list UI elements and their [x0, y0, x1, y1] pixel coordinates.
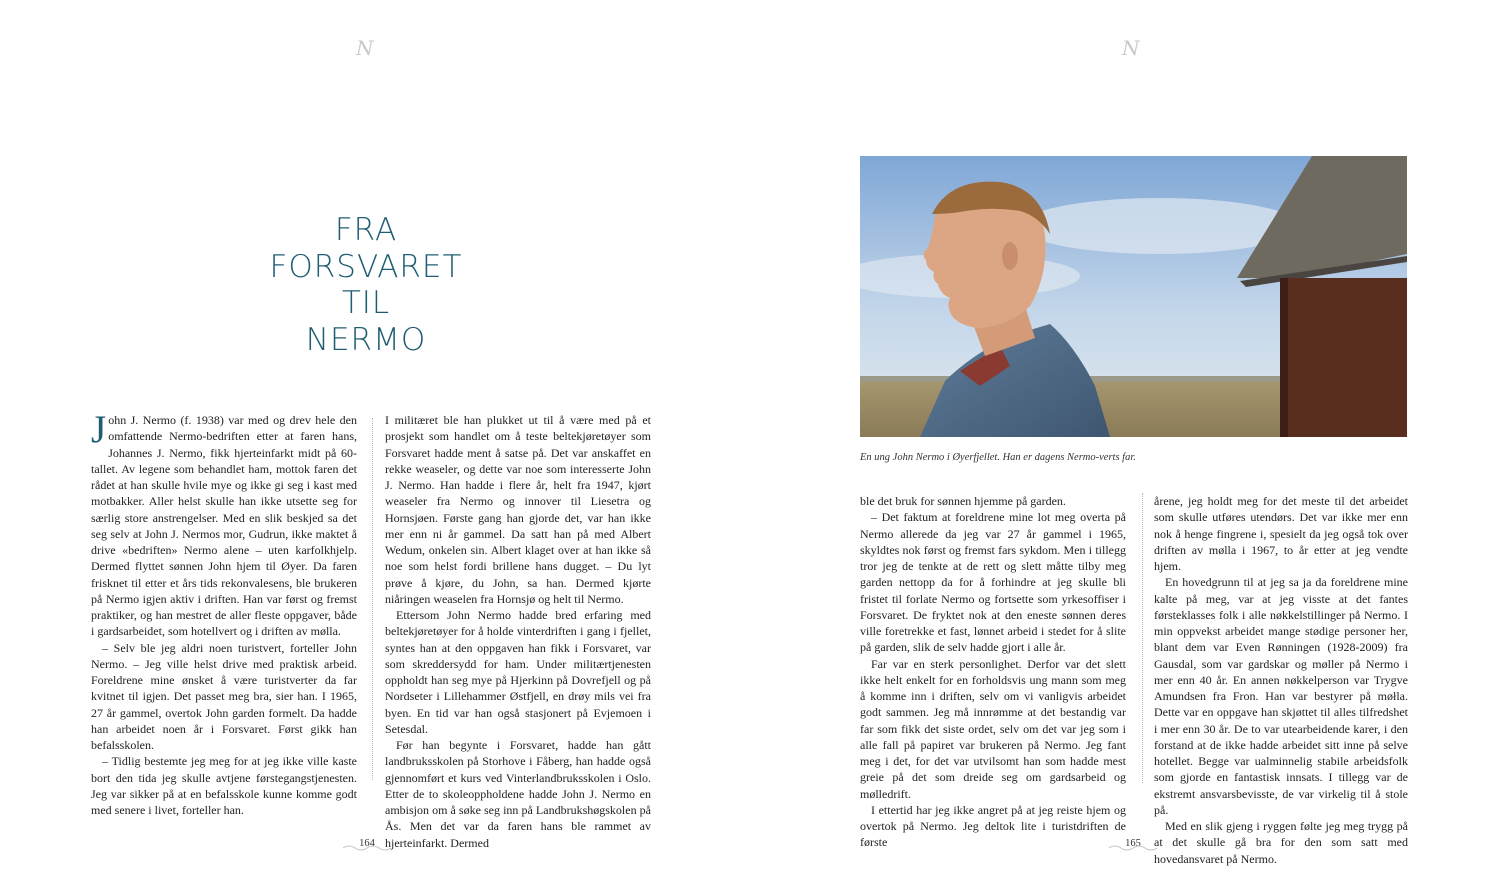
paragraph: – Tidlig bestemte jeg meg for at jeg ikke ville kaste bort den tida jeg skulle avtjene førstegangstjenesten. Jeg var sikker på at en befalsskole kunne komme godt med senere i livet, forteller han.: [91, 754, 357, 817]
paragraph: Ettersom John Nermo hadde bred erfaring med beltekjøretøyer for å holde vinterdriften i gang i fjellet, syntes han at den oppgaven han fikk i Forsvaret, var som skreddersydd for ham. Under militærtjenesten oppholdt han seg mye på Hjerkinn på Dovrefjell og på Nordseter i Lillehammer Østfjell, en drøy mils vei fra byen. En tid var han også stasjonert på Evjemoen i Setesdal.: [385, 608, 651, 736]
title-line: NERMO: [305, 321, 427, 358]
title-line: FRA: [334, 212, 398, 248]
column-divider: [372, 418, 373, 780]
page-number: [337, 838, 397, 853]
paragraph: ble det bruk for sønnen hjemme på garden.: [860, 494, 1066, 508]
text-column-1: [860, 493, 1126, 851]
paragraph: En hovedgrunn til at jeg sa ja da foreldrene mine kalte på meg, var at jeg visste at det fantes førsteklasses folk i alle nøkkelstillinger på Nermo. I min oppvekst arbeidet mange stødige personer her, blant dem var Even Rønningen (1928-2009) fra Gausdal, som var gardskar og møller på Nermo i mer enn 40 år. En annen nøkkelperson var Trygve Amundsen fra Fron. Han var bestyrer på møłla. Dette var en oppgave han skjøttet til alles tilfredshet i mer enn 30 år. De to var utearbeidende karer, i den forstand at de ikke hadde arbeidet sitt inne på selve hotellet. Begge var ualminnelig stabile arbeidsfolk som gjorde en fantastisk innsats. I tillegg var de ekstremt ansvarsbevisste, de var virkelig til å stole på.: [1154, 575, 1408, 817]
text-column-2: [385, 412, 651, 851]
monogram-ornament: N: [1122, 36, 1138, 60]
right-page: [750, 0, 1500, 875]
paragraph: – Det faktum at foreldrene mine lot meg overta på Nermo allerede da jeg var 27 år gammel i 1965, skyldtes nok først og fremst fars sykdom. Men i tillegg tror jeg de tenkte at de rett og slett måtte tilby meg garden nettopp da for å forhindre at jeg skulle bli fristet til forlate Nermo og fortsette som yrkesoffiser i Forsvaret. De fryktet nok at den eneste sønnen deres ville foretrekke et fast, lønnet arbeid i stedet for å slite på garden, slik de selv hadde gjort i alle år.: [860, 510, 1126, 655]
chapter-title: [236, 212, 496, 358]
portrait-photo: [860, 156, 1407, 437]
paragraph: I militæret ble han plukket ut til å være med på et prosjekt som handlet om å teste beltekjøretøyer som Forsvaret hadde ment å satse på. Det var anskaffet en rekke weaseler, og dette var noe som interesserte John J. Nermo. Han hadde i flere år, helt fra 1947, kjørt weaseler fra Nermo og innover til Liesetra og Hornsjøen. Første gang han gjorde det, var han ikke mer enn ni år gammel. Da satt han på med Albert Wedum, onkelen sin. Albert klaget over at han ikke så noe som helst fordi brillene hans dugget. – Du lyt prøve å kjøre, du John, sa han. Dermed kjørte niåringen weaselen fra Hornsjø og helt til Nermo.: [385, 413, 651, 606]
photo-caption: En ung John Nermo i Øyerfjellet. Han er dagens Nermo-verts far.: [860, 452, 1136, 463]
title-line: FORSVARET: [269, 248, 463, 285]
paragraph: Far var en sterk personlighet. Derfor var det slett ikke helt enkelt for en forholdsvis ung mann som meg å komme inn i driften, selv om vi vanligvis arbeidet godt sammen. Jeg må innrømme at det bestandig var far som fikk det siste ordet, selv om det var jeg som i alle fall på papiret var brukeren på Nermo. Jeg fant meg i det, for det var utvilsomt han som hadde mest greie på det som dreide seg om gardsarbeid og mølledrift.: [860, 656, 1126, 801]
page-number-text: 165: [1125, 838, 1141, 849]
title-line: TIL: [341, 285, 391, 321]
paragraph: I ettertid har jeg ikke angret på at jeg reiste hjem og overtok på Nermo. Jeg deltok lite i turistdriften de første: [860, 802, 1126, 850]
text-column-2: [1154, 493, 1408, 867]
photo-image: [860, 156, 1407, 437]
paragraph-text: ohn J. Nermo (f. 1938) var med og drev hele den omfattende Nermo-bedriften etter at faren hans, Johannes J. Nermo, fikk hjerteinfarkt midt på 60-tallet. Av legene som behandlet ham, mottok faren det rådet at han skulle hvile mye og ikke gi seg i kast med motbakker. Aller helst skulle han ikke utsette seg for særlig store anstrengelser. Med en slik beskjed sa det seg selv at John J. Nermos mor, Gudrun, ikke maktet å drive «bedriften» Nermo alene – uten karfolkhjelp. Dermed flyttet sønnen John hjem til Øyer. Da faren frisknet til etter et års tids rekonvalesens, ble brukeren på Nermo igjen aktiv i driften. Han var først og fremst praktiker, og han mestret de aller fleste oppgaver, både i gardsarbeidet, som hotellvert og i driften av mølla.: [91, 413, 357, 639]
paragraph: årene, jeg holdt meg for det meste til det arbeidet som skulle utføres utendørs. Det var ikke mer enn nok å henge fingrene i, spesielt da jeg også tok over driften av mølla i 1967, to år etter at jeg vendte hjem.: [1154, 494, 1408, 573]
paragraph: [91, 408, 357, 640]
column-divider: [1142, 493, 1143, 783]
paragraph: Før han begynte i Forsvaret, hadde han gått landbruksskolen på Storhove i Fåberg, han hadde også gjennomført et kurs ved Vinterlandbruksskolen i Oslo. Etter de to skoleoppholdene hadde John J. Nermo en ambisjon om å søke seg inn på Landbrukshøgskolen på Ås. Men det var da faren hans ble rammet av hjerteinfarkt. Dermed: [385, 738, 651, 850]
paragraph: Med en slik gjeng i ryggen følte jeg meg trygg på at det skulle gå bra for den som satt med hovedansvaret på Nermo.: [1154, 819, 1408, 866]
paragraph: – Selv ble jeg aldri noen turistvert, forteller John Nermo. – Jeg ville helst drive med praktisk arbeid. Foreldrene mine ønsket å være turistverter da far kvitnet til igjen. Det passet meg bra, sier han. I 1965, 27 år gammel, overtok John garden formelt. Da hadde han arbeidet noen år i Forsvaret. Først gikk han befalsskolen.: [91, 640, 357, 752]
text-column-1: [91, 408, 357, 818]
drop-cap: J: [91, 408, 107, 451]
page-number: [1103, 838, 1163, 853]
monogram-ornament: N: [356, 36, 372, 60]
page-number-text: 164: [359, 838, 375, 849]
